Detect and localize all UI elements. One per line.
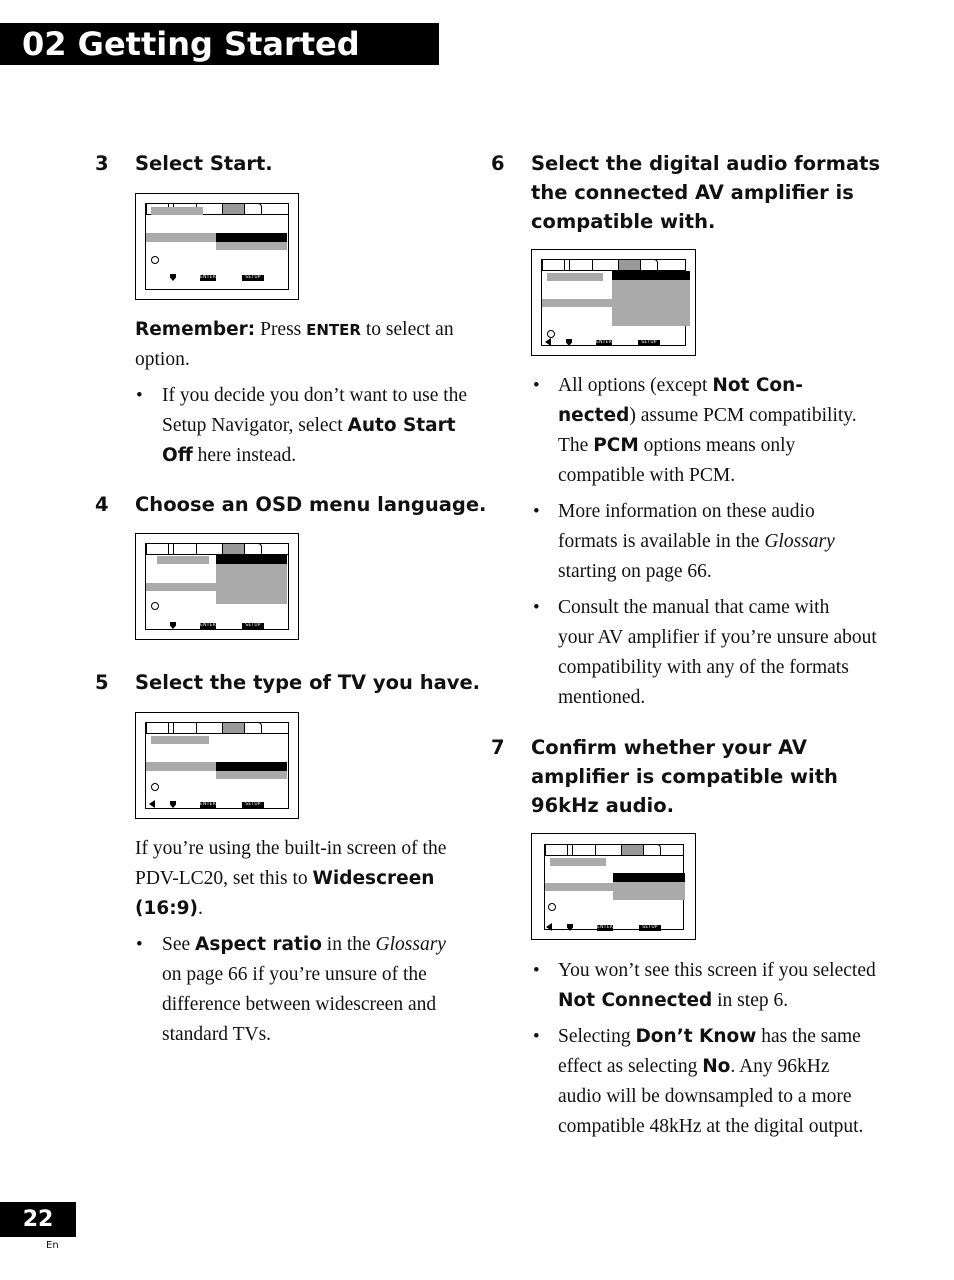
remember-label: Remember: <box>135 319 256 340</box>
bullet-symbol: • <box>533 960 540 981</box>
enter-button-graphic: ENTER <box>597 925 613 930</box>
step-3-number: 3 <box>95 152 109 175</box>
widescreen-paragraph: If you’re using the built-in screen of the PDV-LC20, set this to Widescreen (16:9). <box>135 838 447 919</box>
step-4-number: 4 <box>95 493 109 516</box>
bullet-pcm-compatibility: All options (except Not Con- nected) assume PCM compatibility. The PCM options means only compatible with PCM. <box>558 375 857 486</box>
bullet-consult-manual: Consult the manual that came with your AV amplifier if you’re unsure about compatibility with any of the formats mentioned. <box>558 597 877 708</box>
step-5-title: Select the type of TV you have. <box>135 671 481 694</box>
chapter-header: 02 Getting Started <box>0 23 439 65</box>
step-7-number: 7 <box>491 736 505 759</box>
step-7-title: Confirm whether your AV amplifier is compatible with 96kHz audio. <box>531 736 838 817</box>
setup-button-graphic: SETUP <box>639 925 661 931</box>
step-3-title: Select Start. <box>135 152 273 175</box>
enter-button-graphic: ENTER <box>200 802 216 807</box>
bullet-dont-know: Selecting Don’t Know has the same effect as selecting No. Any 96kHz audio will be downsampled to a more compatible 48kHz at the digital output. <box>558 1026 864 1137</box>
enter-button-graphic: ENTER <box>200 623 216 628</box>
screen-illustration-step-6 <box>531 249 696 356</box>
screen-illustration-step-4 <box>135 533 299 640</box>
setup-button-graphic: SETUP <box>242 802 264 808</box>
enter-key-label: ENTER <box>306 321 361 339</box>
page-number: 22 <box>0 1202 76 1237</box>
bullet-aspect-ratio: See Aspect ratio in the Glossary on page 66 if you’re unsure of the difference between widescreen and standard TVs. <box>162 934 446 1045</box>
enter-button-graphic: ENTER <box>596 340 612 345</box>
enter-button-graphic: ENTER <box>200 275 216 280</box>
bullet-not-connected: You won’t see this screen if you selected Not Connected in step 6. <box>558 960 876 1011</box>
bullet-glossary-info: More information on these audio formats is available in the Glossary starting on page 66. <box>558 501 835 582</box>
setup-button-graphic: SETUP <box>242 275 264 281</box>
step-6-title: Select the digital audio formats the connected AV amplifier is compatible with. <box>531 152 881 233</box>
bullet-symbol: • <box>533 501 540 522</box>
step-6-number: 6 <box>491 152 505 175</box>
language-code: En <box>46 1240 59 1251</box>
bullet-symbol: • <box>533 1026 540 1047</box>
bullet-symbol: • <box>533 597 540 618</box>
bullet-auto-start-off: If you decide you don’t want to use the Setup Navigator, select Auto Start Off here instead. <box>162 385 468 466</box>
step-4-title: Choose an OSD menu language. <box>135 493 487 516</box>
setup-button-graphic: SETUP <box>638 340 660 346</box>
bullet-symbol: • <box>136 934 143 955</box>
step-5-number: 5 <box>95 671 109 694</box>
screen-illustration-step-3 <box>135 193 299 300</box>
bullet-symbol: • <box>136 385 143 406</box>
remember-note: Remember: Press ENTER to select an option. <box>135 319 454 370</box>
screen-illustration-step-5 <box>135 712 299 819</box>
bullet-symbol: • <box>533 375 540 396</box>
setup-button-graphic: SETUP <box>242 623 264 629</box>
screen-illustration-step-7 <box>531 833 696 940</box>
